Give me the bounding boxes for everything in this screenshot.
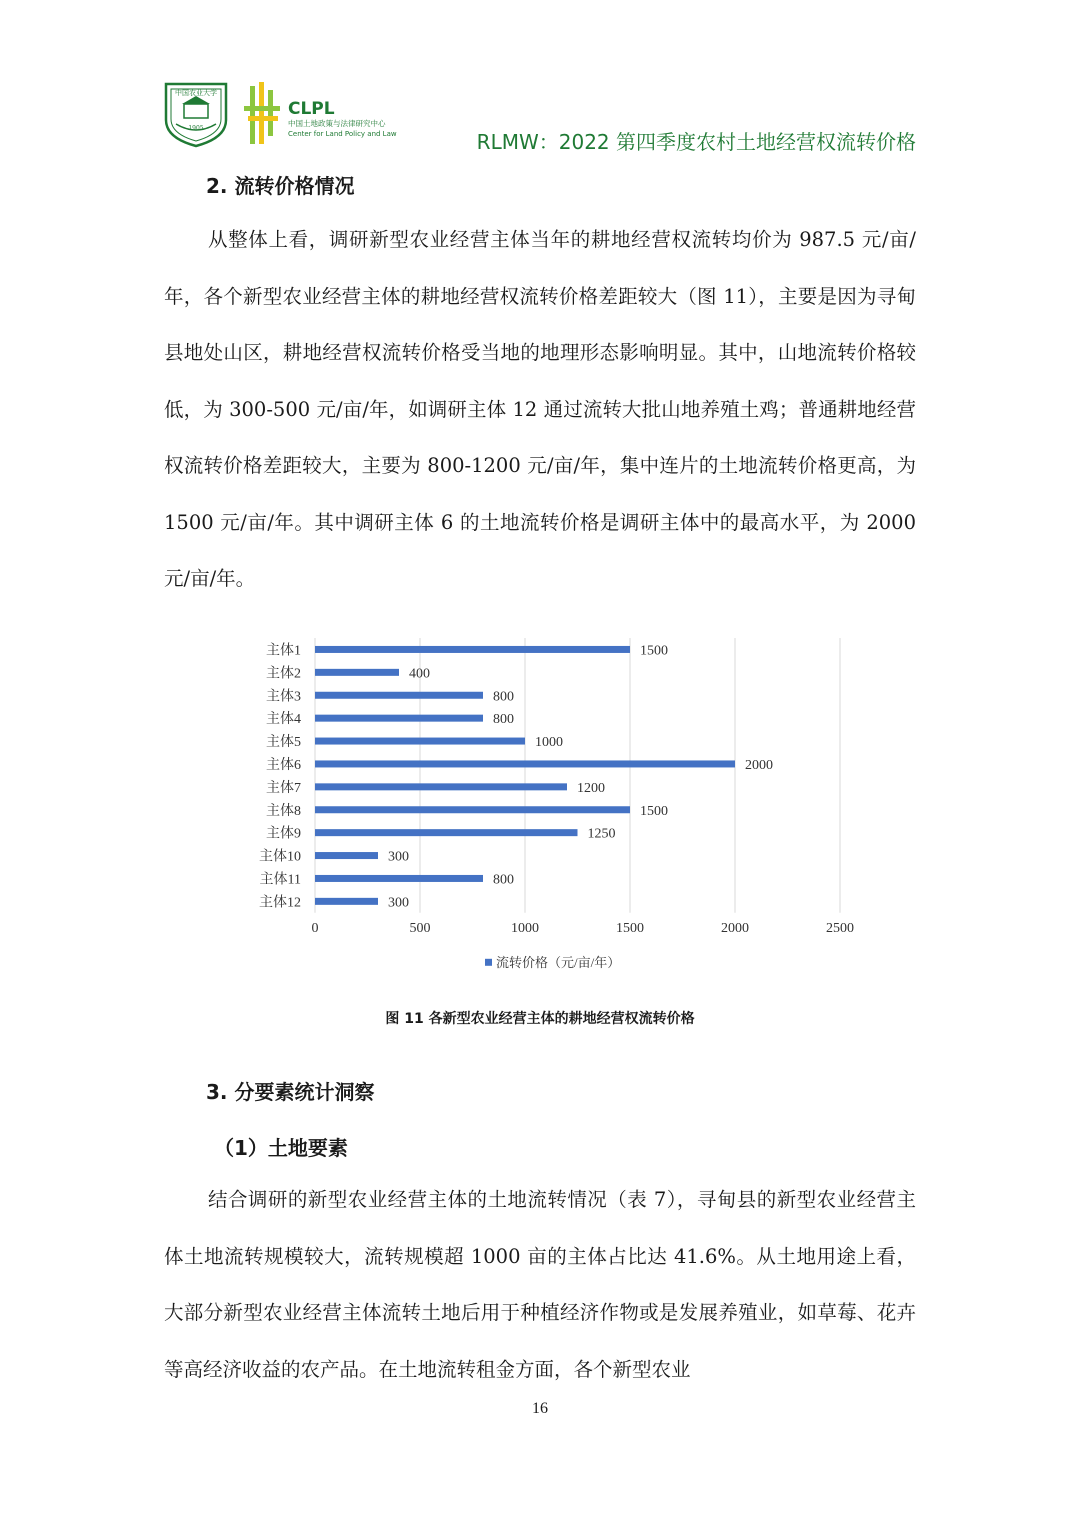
clpl-en-name: Center for Land Policy and Law xyxy=(288,130,397,138)
running-header-title: RLMW：2022 第四季度农村土地经营权流转价格 xyxy=(476,130,916,154)
y-category-label: 主体6 xyxy=(266,757,301,773)
cau-logo-year: 1905 xyxy=(188,125,204,132)
y-category-label: 主体10 xyxy=(259,849,301,865)
bar xyxy=(315,898,378,905)
bar xyxy=(315,760,735,767)
data-label: 400 xyxy=(409,666,430,682)
section-2-paragraph: 从整体上看，调研新型农业经营主体当年的耕地经营权流转均价为 987.5 元/亩/年，各个新型农业经营主体的耕地经营权流转价格差距较大（图 11），主要是因为寻甸县地处山区，耕地经营权流转价格受当地的地理形态影响明显。其中，山地流转价格较低，为 300-500 元/亩/年，如调研主体 12 通过流转大批山地养殖土鸡；普通耕地经营权流转价格差距较大，主要为 800-1200 元/亩/年，集中连片的土地流转价格更高，为 1500 元/亩/年。其中调研主体 6 的土地流转价格是调研主体中的最高水平，为 2000 元/亩/年。 xyxy=(164,228,916,590)
section-2-heading: 2. 流转价格情况 xyxy=(206,174,355,198)
cau-logo xyxy=(166,84,226,146)
section-3-heading: 3. 分要素统计洞察 xyxy=(206,1080,375,1104)
x-tick-label: 2500 xyxy=(826,920,854,936)
header-logos xyxy=(164,80,434,148)
data-label: 800 xyxy=(493,712,514,728)
section-3-paragraph: 结合调研的新型农业经营主体的土地流转情况（表 7），寻甸县的新型农业经营主体土地流转规模较大，流转规模超 1000 亩的主体占比达 41.6%。从土地用途上看，大部分新型农业经营主体流转土地后用于种植经济作物或是发展养殖业，如草莓、花卉等高经济收益的农产品。在土地流转租金方面，各个新型农业 xyxy=(164,1188,916,1381)
bar xyxy=(315,829,578,836)
x-tick-label: 1500 xyxy=(616,920,644,936)
logo-group xyxy=(164,80,434,148)
y-category-label: 主体12 xyxy=(259,895,301,911)
y-category-label: 主体9 xyxy=(266,826,301,842)
section-3-subheading: （1）土地要素 xyxy=(214,1136,348,1160)
data-label: 800 xyxy=(493,872,514,888)
bar xyxy=(315,852,378,859)
clpl-cn-name: 中国土地政策与法律研究中心 xyxy=(288,119,386,128)
y-category-label: 主体1 xyxy=(266,643,301,659)
bar xyxy=(315,669,399,676)
page-number: 16 xyxy=(532,1400,548,1417)
data-label: 300 xyxy=(388,895,409,911)
y-category-label: 主体2 xyxy=(266,666,301,682)
bar xyxy=(315,715,483,722)
y-category-label: 主体3 xyxy=(266,689,301,705)
bar xyxy=(315,692,483,699)
figure-caption: 图 11 各新型农业经营主体的耕地经营权流转价格 xyxy=(385,1011,695,1027)
y-category-label: 主体7 xyxy=(266,780,301,796)
bar xyxy=(315,783,567,790)
figure-11-chart xyxy=(240,630,880,980)
y-category-label: 主体5 xyxy=(266,735,301,751)
bar xyxy=(315,646,630,653)
data-label: 1500 xyxy=(640,803,668,819)
data-label: 1000 xyxy=(535,735,563,751)
y-category-label: 主体11 xyxy=(259,872,301,888)
bar-chart-svg xyxy=(240,630,880,980)
x-tick-label: 0 xyxy=(311,920,319,936)
clpl-abbr: CLPL xyxy=(288,99,335,119)
x-tick-label: 500 xyxy=(409,920,431,936)
cau-logo-text: 中国农业大学 xyxy=(175,89,217,97)
data-label: 300 xyxy=(388,849,409,865)
bar xyxy=(315,875,483,882)
data-label: 2000 xyxy=(745,757,773,773)
x-tick-label: 2000 xyxy=(721,920,749,936)
y-category-label: 主体4 xyxy=(266,712,301,728)
data-label: 1200 xyxy=(577,780,605,796)
data-label: 1250 xyxy=(587,826,616,842)
y-category-label: 主体8 xyxy=(266,803,301,819)
legend-swatch xyxy=(485,959,492,966)
data-label: 1500 xyxy=(640,643,668,659)
x-tick-label: 1000 xyxy=(511,920,539,936)
bar xyxy=(315,806,630,813)
data-label: 800 xyxy=(493,689,514,705)
legend-label: 流转价格（元/亩/年） xyxy=(496,954,621,970)
clpl-logo xyxy=(244,82,397,144)
bar xyxy=(315,738,525,745)
